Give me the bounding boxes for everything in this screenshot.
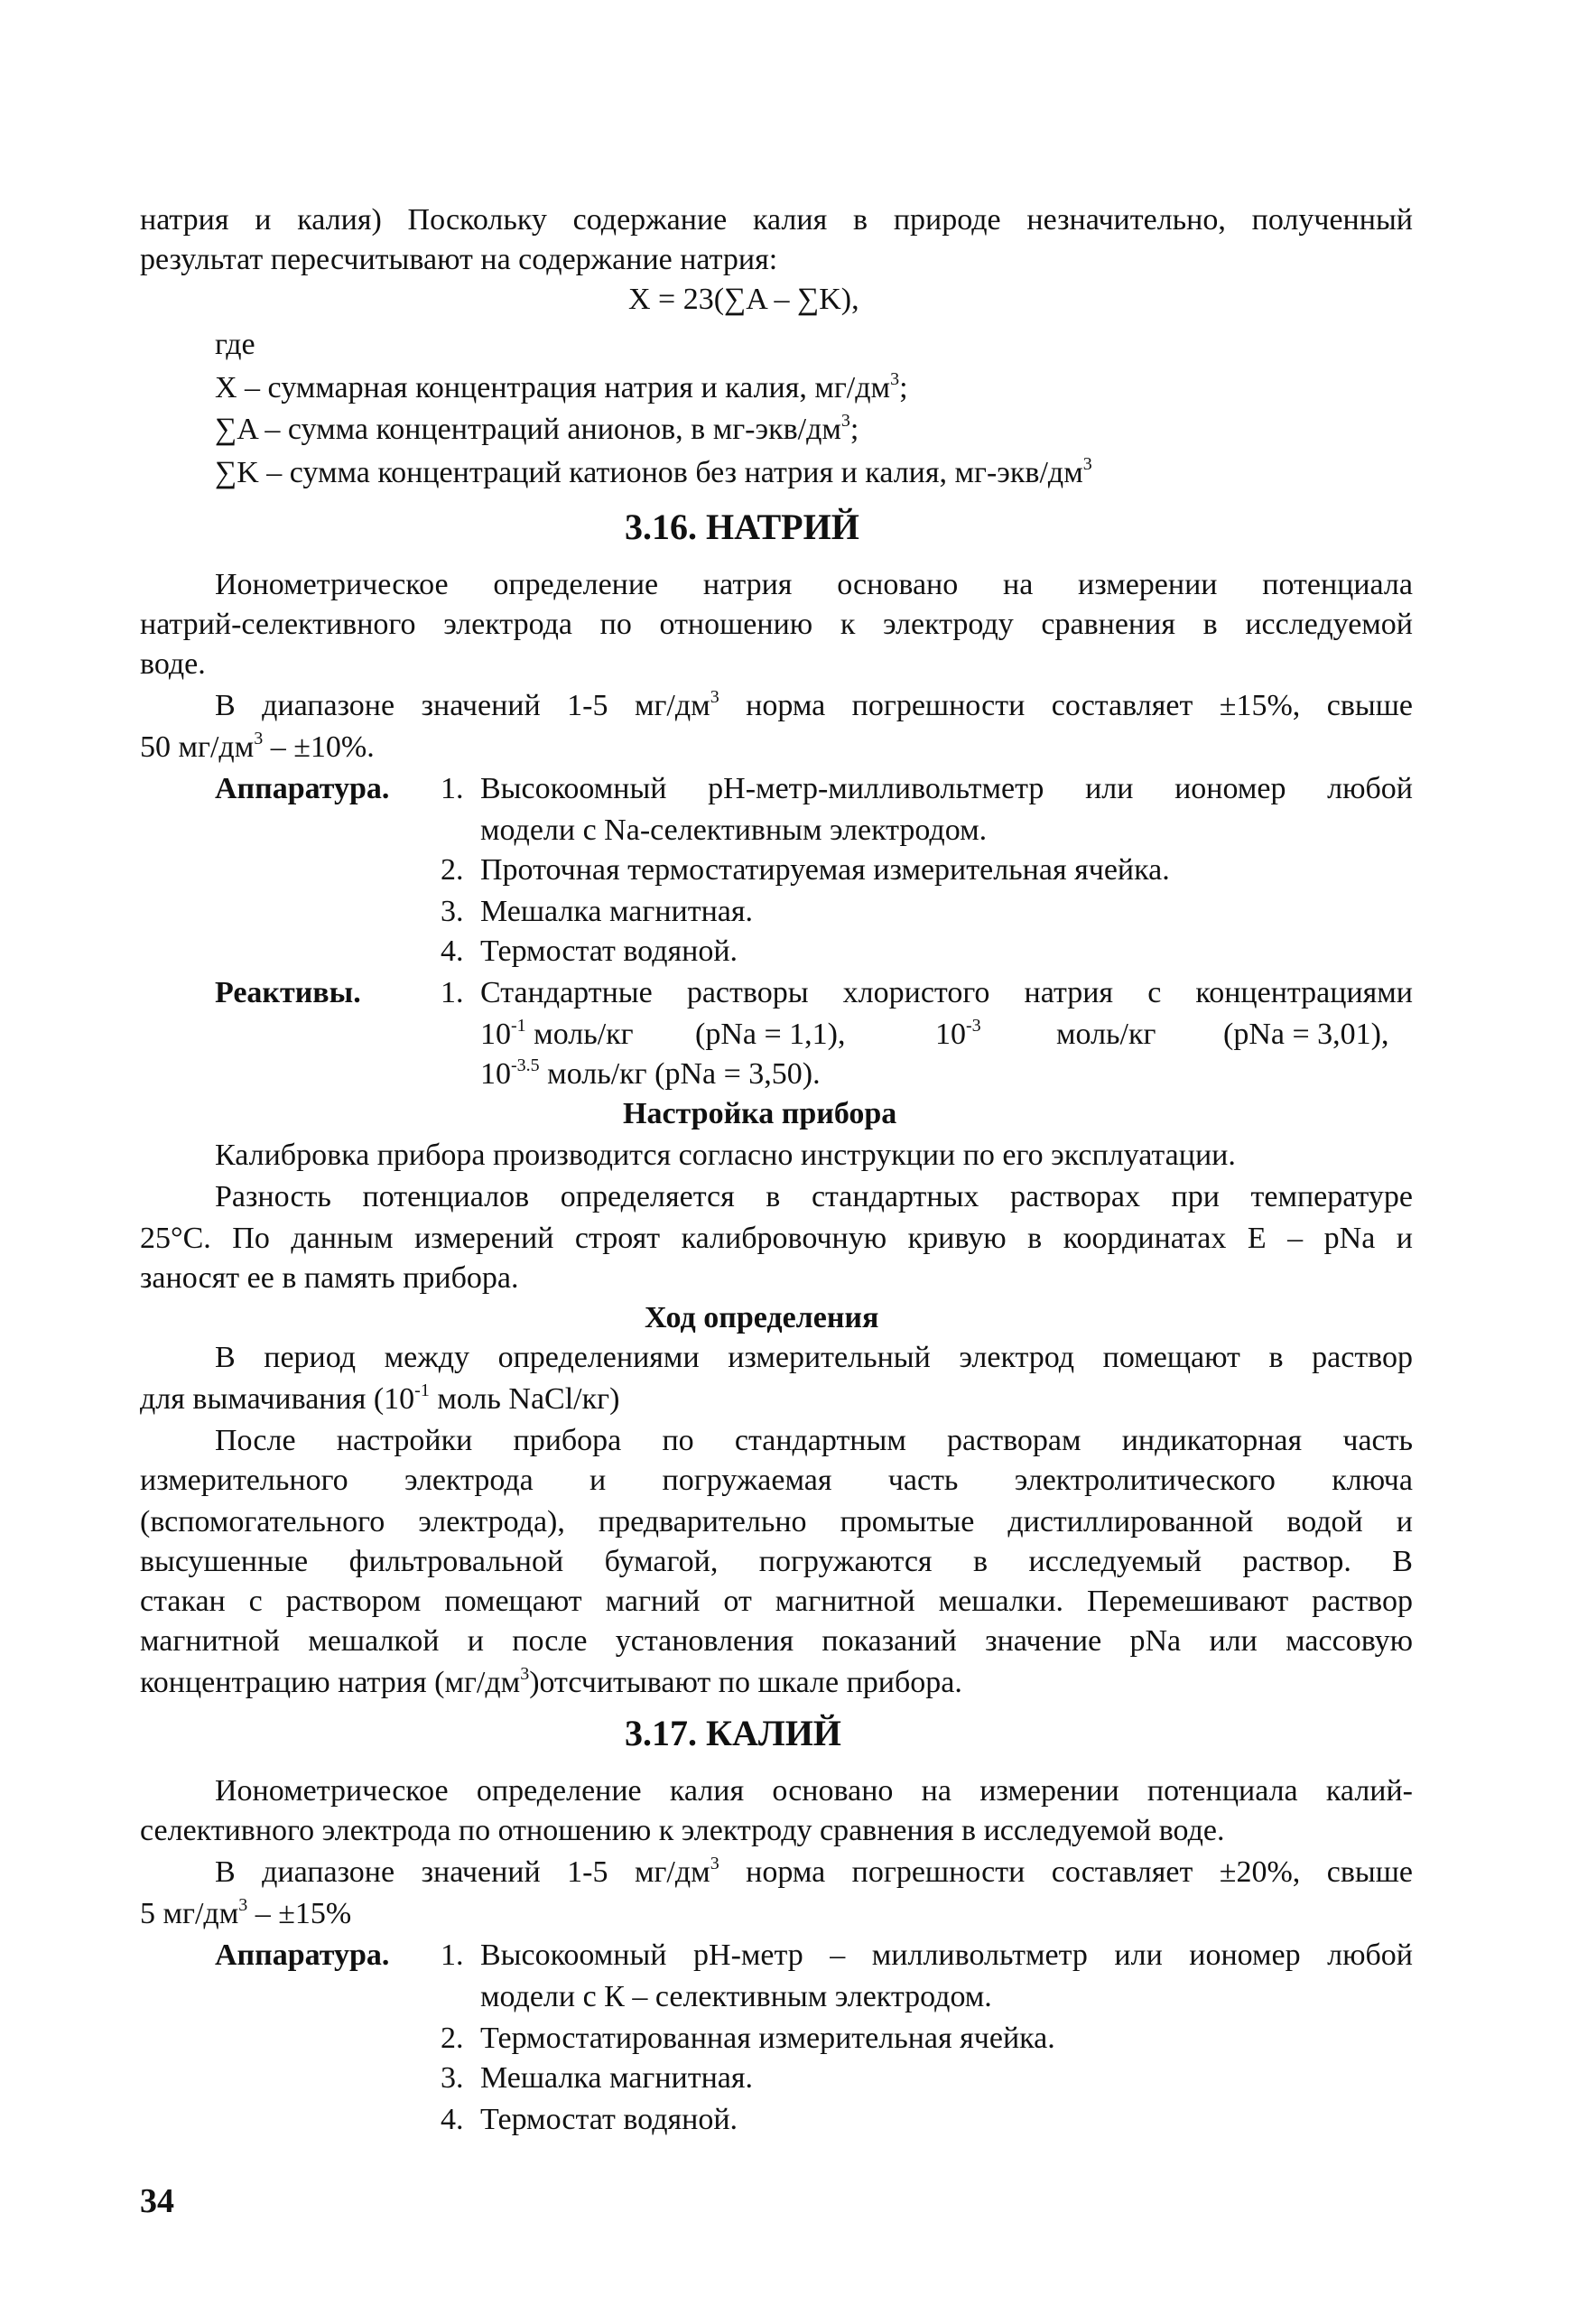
list-item: Высокоомный pH-метр-милливольтметр или иономер любой <box>480 772 1413 805</box>
reagent-line-2a: $10^{-1}$ моль/кг <box>480 1016 634 1051</box>
list-item: Мешалка магнитная. <box>480 2061 753 2095</box>
reagent-line-2c: $10^{-3}$ <box>935 1016 981 1051</box>
sodium-p1-line-1: Ионометрическое определение натрия основано на измерении потенциала <box>215 568 1413 601</box>
setup-p2-line-2: 25°С. По данным измерений строят калибровочную кривую в координатах Е – pNa и <box>140 1222 1413 1255</box>
potassium-p2-line-1: В диапазоне значений 1-5 $мг/дм^3$ норма погрешности составляет ±20%, свыше <box>215 1854 1413 1889</box>
section-heading-potassium: 3.17. КАЛИЙ <box>625 1713 841 1753</box>
list-item: Термостатированная измерительная ячейка. <box>480 2022 1055 2055</box>
list-item: Термостат водяной. <box>480 934 738 968</box>
procedure-p2-line-2: измерительного электрода и погружаемая часть электролитического ключа <box>140 1464 1413 1497</box>
list-number: 2. <box>441 853 464 887</box>
definition-sum-cations: ∑K – сумма концентраций катионов без натрия и калия, $мг-экв/дм^3$ <box>215 454 1092 489</box>
list-number: 2. <box>441 2022 464 2055</box>
subheading-setup: Настройка прибора <box>623 1097 897 1130</box>
procedure-p2-line-4: высушенные фильтровальной бумагой, погружаются в исследуемый раствор. В <box>140 1545 1413 1578</box>
sodium-apparatus-label: Аппаратура. <box>215 772 390 805</box>
definition-x: X – суммарная концентрация натрия и калия, $мг/дм^3$; <box>215 369 908 404</box>
page-number: 34 <box>140 2182 174 2220</box>
procedure-p2-line-6: магнитной мешалкой и после установления показаний значение pNa или массовую <box>140 1624 1413 1658</box>
procedure-p2-line-5: стакан с раствором помещают магний от магнитной мешалки. Перемешивают раствор <box>140 1585 1413 1618</box>
list-item: Термостат водяной. <box>480 2103 738 2136</box>
list-item: модели с К – селективным электродом. <box>480 1980 992 2013</box>
reagent-line-1: Стандартные растворы хлористого натрия с концентрациями <box>480 976 1413 1009</box>
reagent-line-3: $10^{-3.5}$ моль/кг (pNa = 3,50). <box>480 1055 821 1091</box>
list-item: Высокоомный pH-метр – милливольтметр или иономер любой <box>480 1938 1413 1972</box>
list-number: 4. <box>441 2103 464 2136</box>
procedure-p2-line-7: концентрацию натрия $(мг/дм^3)отсчитывают$ по шкале прибора. <box>140 1664 962 1699</box>
potassium-apparatus-label: Аппаратура. <box>215 1938 390 1972</box>
procedure-p1-line-1: В период между определениями измерительный электрод помещают в раствор <box>215 1341 1413 1374</box>
section-heading-sodium: 3.16. НАТРИЙ <box>625 507 859 547</box>
reagent-line-2e: (pNa = 3,01), <box>1223 1018 1389 1051</box>
procedure-p2-line-3: (вспомогательного электрода), предварительно промытые дистиллированной водой и <box>140 1505 1413 1538</box>
list-number: 3. <box>441 2061 464 2095</box>
list-number: 4. <box>441 934 464 968</box>
procedure-p2-line-1: После настройки прибора по стандартным растворам индикаторная часть <box>215 1424 1413 1457</box>
sodium-p1-line-2: натрий-селективного электрода по отношению к электроду сравнения в исследуемой <box>140 608 1413 641</box>
intro-line-2: результат пересчитывают на содержание натрия: <box>140 243 778 276</box>
where-label: где <box>215 328 255 361</box>
sodium-p2-line-1: В диапазоне значений 1-5 $мг/дм^3$ норма погрешности составляет ±15%, свыше <box>215 687 1413 722</box>
definition-sum-anions: ∑A – сумма концентраций анионов, в $мг-экв/дм^3$; <box>215 411 859 446</box>
sodium-reagents-label: Реактивы. <box>215 976 361 1009</box>
list-number: 1. <box>441 976 464 1009</box>
procedure-p1-line-2: для вымачивания ($10^{-1}$ моль NaCl/кг) <box>140 1380 620 1416</box>
setup-p2-line-1: Разность потенциалов определяется в стандартных растворах при температуре <box>215 1180 1413 1213</box>
potassium-p1-line-1: Ионометрическое определение калия основано на измерении потенциала калий- <box>215 1774 1413 1808</box>
formula: X = 23(∑A – ∑K), <box>628 283 859 316</box>
list-item: модели с Na-селективным электродом. <box>480 813 988 847</box>
setup-p1: Калибровка прибора производится согласно инструкции по его эксплуатации. <box>215 1139 1236 1172</box>
sodium-p2-line-2: 50 $мг/дм^3 - \pm 10\%$. <box>140 729 375 764</box>
list-item: Мешалка магнитная. <box>480 895 753 928</box>
list-number: 3. <box>441 895 464 928</box>
potassium-p1-line-2: селективного электрода по отношению к электроду сравнения в исследуемой воде. <box>140 1814 1225 1847</box>
setup-p2-line-3: заносят ее в память прибора. <box>140 1261 519 1295</box>
list-number: 1. <box>441 772 464 805</box>
list-item: Проточная термостатируемая измерительная ячейка. <box>480 853 1170 887</box>
reagent-line-2d: моль/кг <box>1056 1018 1156 1051</box>
intro-line-1: натрия и калия) Поскольку содержание калия в природе незначительно, полученный <box>140 203 1413 237</box>
subheading-procedure: Ход определения <box>645 1301 879 1334</box>
sodium-p1-line-3: воде. <box>140 647 206 681</box>
list-number: 1. <box>441 1938 464 1972</box>
potassium-p2-line-2: 5 $мг/дм^3 - \pm 15\%$ <box>140 1895 352 1930</box>
reagent-line-2b: (pNa = 1,1), <box>695 1018 846 1051</box>
